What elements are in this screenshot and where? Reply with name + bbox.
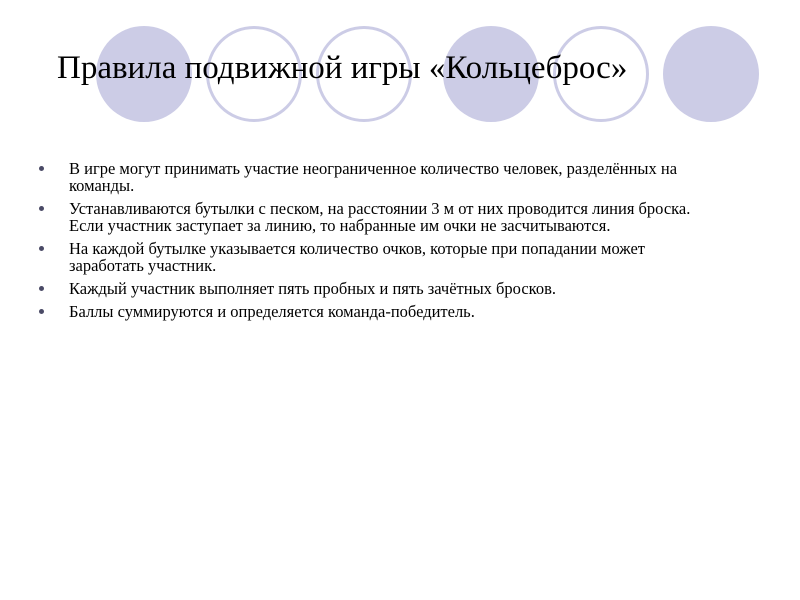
- bullet-dot-icon: [39, 206, 44, 211]
- bullet-text: На каждой бутылке указывается количество очков, которые при попадании может заработать участник.: [69, 239, 645, 275]
- bullet-text: Каждый участник выполняет пять пробных и пять зачётных бросков.: [69, 279, 557, 298]
- bullet-dot-icon: [39, 286, 44, 291]
- bullet-text: Баллы суммируются и определяется команда-победитель.: [69, 302, 475, 321]
- bullet-item: [39, 280, 719, 297]
- bullet-item: [39, 303, 719, 320]
- bullet-dot-icon: [39, 246, 44, 251]
- bullet-text: В игре могут принимать участие неограниченное количество человек, разделённых на команды.: [69, 159, 678, 195]
- bullet-item: [39, 240, 719, 274]
- bullet-dot-icon: [39, 166, 44, 171]
- bullet-list: [39, 160, 719, 326]
- decor-circle-filled: [663, 26, 759, 122]
- bullet-item: [39, 160, 719, 194]
- bullet-dot-icon: [39, 309, 44, 314]
- bullet-text: Устанавливаются бутылки с песком, на расстоянии 3 м от них проводится линия броска. Если участник заступает за линию, то набранные им очки не засчитываются.: [69, 199, 691, 235]
- bullet-item: [39, 200, 719, 234]
- slide-title: Правила подвижной игры «Кольцеброс»: [57, 50, 628, 86]
